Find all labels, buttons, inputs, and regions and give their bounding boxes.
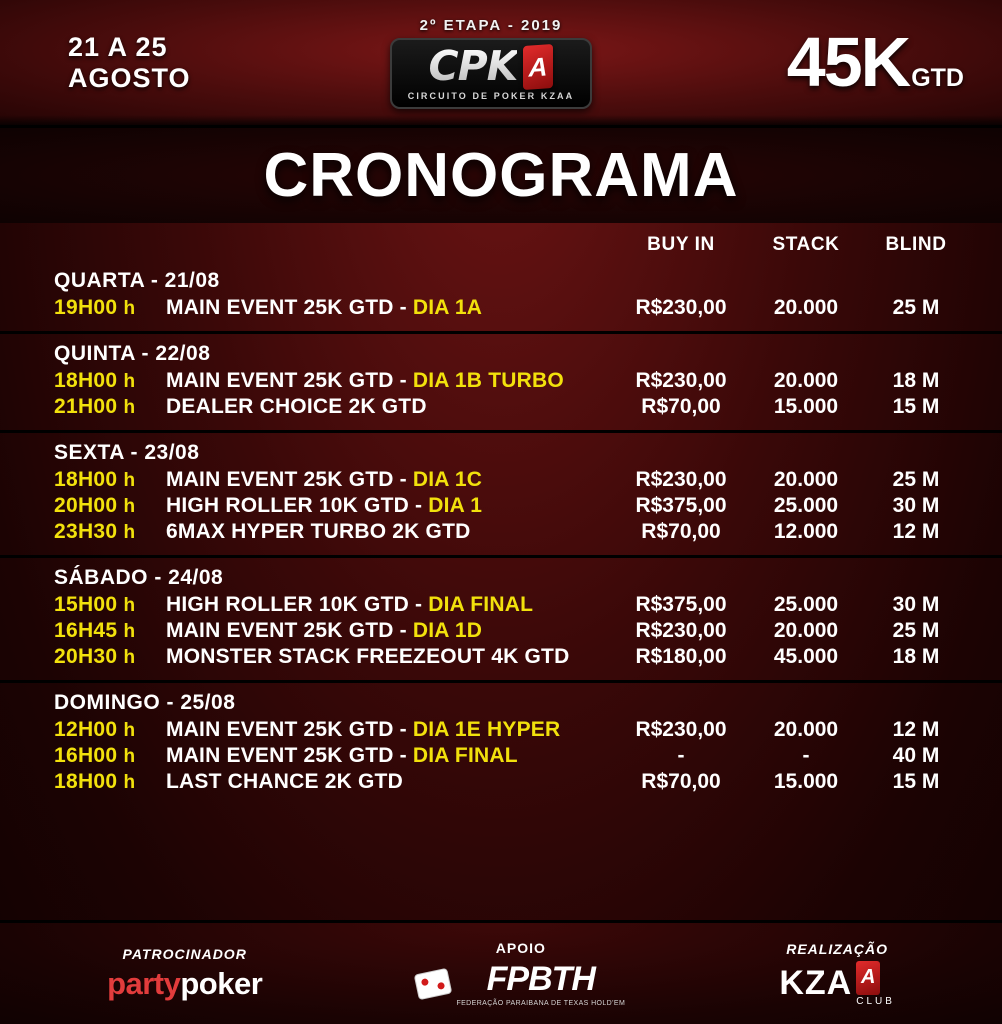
event-name-base: MAIN EVENT 25K GTD -	[166, 619, 413, 642]
table-row	[0, 368, 1002, 394]
event-name-base: MAIN EVENT 25K GTD -	[166, 369, 413, 392]
event-buyin: R$375,00	[635, 593, 727, 616]
organizer-logo	[779, 961, 895, 1007]
event-time-value: 12H00	[54, 718, 118, 741]
event-time-unit: h	[123, 298, 136, 319]
table-row	[0, 519, 1002, 545]
logo-plate	[390, 38, 593, 109]
day-groups	[0, 261, 1002, 805]
event-time-unit: h	[123, 746, 136, 767]
event-buyin: R$180,00	[635, 645, 727, 668]
event-time-value: 16H00	[54, 744, 118, 767]
table-row	[0, 394, 1002, 420]
group-spacer	[0, 545, 1002, 555]
event-buyin: R$230,00	[635, 296, 727, 319]
event-blind: 25 M	[892, 468, 940, 491]
event-time	[54, 770, 166, 794]
event-stack: 15.000	[773, 395, 839, 418]
column-header-buyin: BUY IN	[647, 233, 715, 255]
poster-footer	[0, 920, 1002, 1024]
support-block	[416, 940, 625, 1007]
event-dates-line1: 21 A 25	[68, 32, 168, 63]
support-sub: FEDERAÇÃO PARAIBANA DE TEXAS HOLD'EM	[456, 1000, 626, 1007]
playing-card-icon	[523, 43, 553, 89]
group-spacer	[0, 670, 1002, 680]
event-time-unit: h	[123, 647, 136, 668]
table-row	[0, 769, 1002, 795]
event-blind: 12 M	[892, 520, 940, 543]
event-name-base: MONSTER STACK FREEZEOUT 4K GTD	[166, 645, 570, 668]
event-name-highlight: DIA 1E HYPER	[412, 718, 561, 741]
support-label: APOIO	[495, 940, 546, 956]
event-buyin: R$70,00	[641, 520, 721, 543]
event-time-unit: h	[123, 621, 136, 642]
day-name: DOMINGO - 25/08	[54, 691, 236, 714]
day-name: SEXTA - 23/08	[54, 441, 200, 464]
event-stack: 25.000	[773, 593, 839, 616]
day-group	[0, 555, 1002, 680]
support-name: FPBTH	[486, 960, 595, 998]
event-stack: 20.000	[773, 619, 839, 642]
table-row	[0, 618, 1002, 644]
event-time-value: 23H30	[54, 520, 118, 543]
event-time-value: 20H00	[54, 494, 118, 517]
day-group	[0, 680, 1002, 805]
event-name	[166, 296, 616, 320]
event-time-value: 15H00	[54, 593, 118, 616]
group-spacer	[0, 321, 1002, 331]
event-time-unit: h	[123, 397, 136, 418]
event-name-base: 6MAX HYPER TURBO 2K GTD	[166, 520, 471, 543]
event-time-unit: h	[123, 371, 136, 392]
sponsor-name-part2: poker	[180, 965, 263, 1001]
event-name-base: MAIN EVENT 25K GTD -	[166, 468, 413, 491]
event-blind: 30 M	[892, 494, 940, 517]
event-stack: 45.000	[773, 645, 839, 668]
day-name: SÁBADO - 24/08	[54, 566, 224, 589]
event-time-value: 20H30	[54, 645, 118, 668]
event-time	[54, 369, 166, 393]
event-blind: 18 M	[892, 369, 940, 392]
event-name	[166, 395, 616, 419]
sponsor-label: PATROCINADOR	[122, 945, 247, 962]
event-time	[54, 520, 166, 544]
group-spacer	[0, 795, 1002, 805]
event-time-unit: h	[123, 772, 136, 793]
schedule-table	[0, 223, 1002, 805]
event-time-value: 18H00	[54, 468, 118, 491]
event-name	[166, 645, 616, 669]
table-header	[0, 223, 1002, 261]
sponsor-logo	[107, 966, 262, 1002]
day-group	[0, 261, 1002, 331]
event-name	[166, 770, 616, 794]
event-time-value: 18H00	[54, 770, 118, 793]
event-stack: 20.000	[773, 468, 839, 491]
event-time-value: 19H00	[54, 296, 118, 319]
sponsor-name-part1: party	[107, 965, 181, 1001]
event-time-unit: h	[123, 496, 136, 517]
event-buyin: R$230,00	[635, 369, 727, 392]
event-time	[54, 494, 166, 518]
event-stack: -	[802, 744, 810, 767]
event-buyin: -	[677, 744, 685, 767]
event-name-base: LAST CHANCE 2K GTD	[166, 770, 403, 793]
table-row	[0, 717, 1002, 743]
guarantee-amount: 45K	[786, 23, 910, 101]
event-name	[166, 494, 616, 518]
event-time	[54, 468, 166, 492]
event-time-value: 18H00	[54, 369, 118, 392]
event-time	[54, 593, 166, 617]
event-blind: 25 M	[892, 296, 940, 319]
event-time-unit: h	[123, 595, 136, 616]
event-stack: 15.000	[773, 770, 839, 793]
organizer-sub: CLUB	[856, 995, 895, 1007]
event-name	[166, 369, 616, 393]
event-dates	[28, 32, 268, 92]
event-name	[166, 619, 616, 643]
table-row	[0, 467, 1002, 493]
event-name-highlight: DIA 1D	[412, 619, 483, 642]
logo-wordmark: CPK	[428, 42, 518, 90]
cpk-logo	[341, 17, 641, 109]
table-row	[0, 592, 1002, 618]
event-time	[54, 645, 166, 669]
event-time	[54, 395, 166, 419]
event-name-base: DEALER CHOICE 2K GTD	[166, 395, 427, 418]
event-blind: 25 M	[892, 619, 940, 642]
guarantee-block	[714, 23, 974, 101]
organizer-label: REALIZAÇÃO	[786, 940, 888, 957]
event-stack: 20.000	[773, 369, 839, 392]
event-blind: 40 M	[892, 744, 940, 767]
event-name-base: MAIN EVENT 25K GTD -	[166, 744, 413, 767]
event-name-highlight: DIA FINAL	[412, 744, 518, 767]
event-name-highlight: DIA 1	[428, 494, 483, 517]
event-name-highlight: DIA 1B TURBO	[412, 369, 564, 392]
event-time-unit: h	[123, 720, 136, 741]
event-stack: 25.000	[773, 494, 839, 517]
event-time	[54, 296, 166, 320]
event-buyin: R$230,00	[635, 718, 727, 741]
logo-tagline: CIRCUITO DE POKER KZAA	[407, 90, 575, 101]
table-row	[0, 644, 1002, 670]
column-header-blind: BLIND	[885, 233, 947, 255]
event-name-base: MAIN EVENT 25K GTD -	[166, 296, 413, 319]
event-name	[166, 718, 616, 742]
event-blind: 15 M	[892, 770, 940, 793]
table-row	[0, 295, 1002, 321]
sponsor-block	[107, 946, 262, 1002]
organizer-block	[779, 941, 895, 1007]
event-time-unit: h	[123, 470, 136, 491]
event-name-base: HIGH ROLLER 10K GTD -	[166, 494, 429, 517]
event-time	[54, 619, 166, 643]
event-name	[166, 468, 616, 492]
page-title: CRONOGRAMA	[263, 141, 739, 210]
event-time-value: 21H00	[54, 395, 118, 418]
organizer-card-icon: A	[856, 961, 880, 995]
event-name	[166, 744, 616, 768]
logo-row	[408, 42, 575, 90]
table-row	[0, 743, 1002, 769]
event-name-highlight: DIA 1A	[412, 296, 483, 319]
event-blind: 12 M	[892, 718, 940, 741]
event-blind: 30 M	[892, 593, 940, 616]
event-buyin: R$70,00	[641, 770, 721, 793]
etapa-label: 2º ETAPA - 2019	[419, 16, 563, 34]
day-name: QUARTA - 21/08	[54, 269, 220, 292]
event-time	[54, 744, 166, 768]
event-stack: 12.000	[773, 520, 839, 543]
event-name-base: HIGH ROLLER 10K GTD -	[166, 593, 429, 616]
event-stack: 20.000	[773, 296, 839, 319]
event-time	[54, 718, 166, 742]
card-suit-icon	[414, 967, 453, 1000]
day-group	[0, 430, 1002, 555]
table-row	[0, 493, 1002, 519]
event-time-unit: h	[123, 522, 136, 543]
event-blind: 18 M	[892, 645, 940, 668]
organizer-name: KZA	[779, 964, 853, 1002]
event-buyin: R$375,00	[635, 494, 727, 517]
event-name-highlight: DIA FINAL	[428, 593, 534, 616]
day-name: QUINTA - 22/08	[54, 342, 211, 365]
event-name-base: MAIN EVENT 25K GTD -	[166, 718, 413, 741]
event-blind: 15 M	[892, 395, 940, 418]
poster-header	[0, 0, 1002, 128]
card-letter: A	[529, 50, 548, 82]
day-group	[0, 331, 1002, 430]
group-spacer	[0, 420, 1002, 430]
title-band	[0, 128, 1002, 223]
event-time-value: 16H45	[54, 619, 118, 642]
event-name	[166, 520, 616, 544]
event-buyin: R$230,00	[635, 619, 727, 642]
guarantee-label: GTD	[911, 64, 964, 92]
event-dates-line2: AGOSTO	[68, 62, 191, 93]
support-logo	[416, 960, 625, 1007]
event-name-highlight: DIA 1C	[412, 468, 483, 491]
event-buyin: R$70,00	[641, 395, 721, 418]
event-buyin: R$230,00	[635, 468, 727, 491]
event-stack: 20.000	[773, 718, 839, 741]
column-header-stack: STACK	[772, 233, 840, 255]
event-name	[166, 593, 616, 617]
